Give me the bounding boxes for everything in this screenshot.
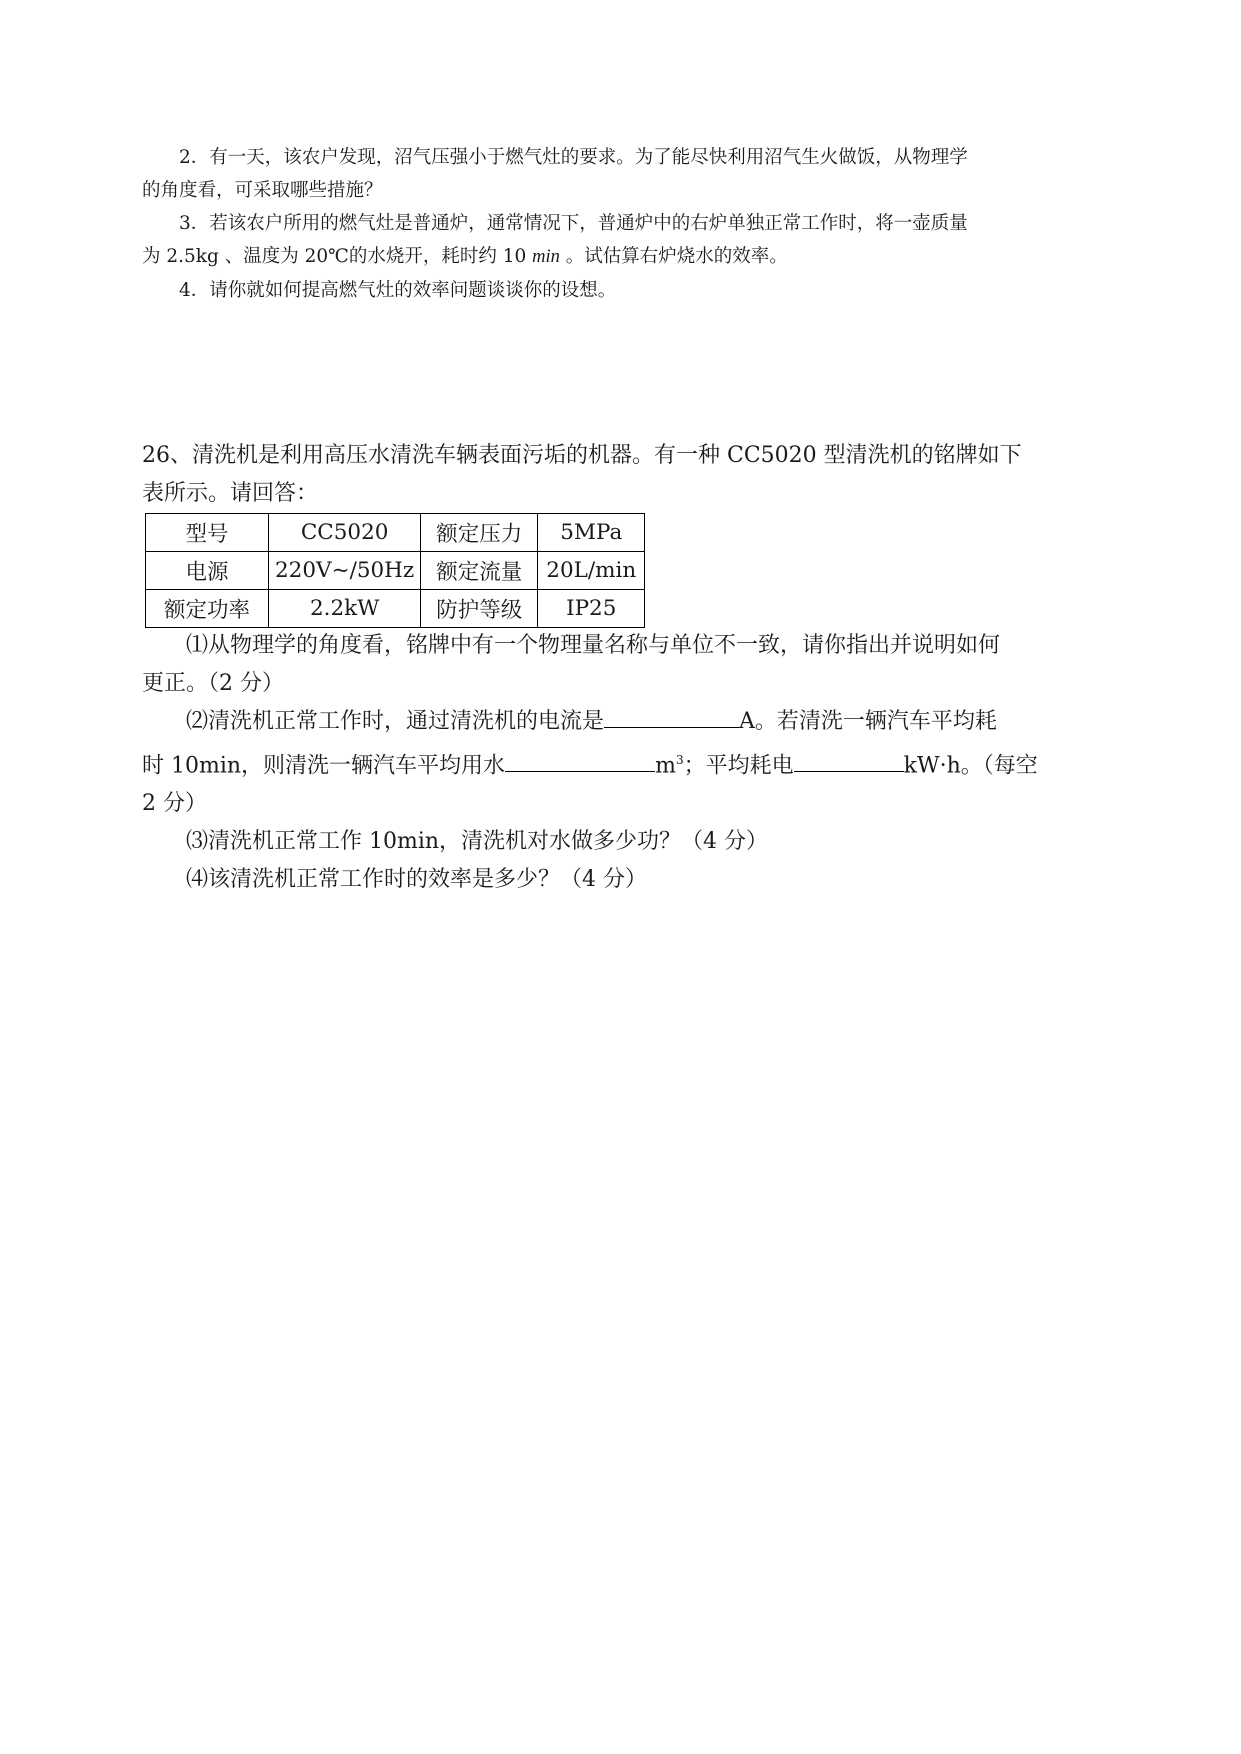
subquestion-3-text: ⑶清洗机正常工作 10min，清洗机对水做多少功？（4 分） <box>186 829 769 855</box>
table-cell: CC5020 <box>269 514 421 552</box>
subquestion-3 <box>142 823 1107 861</box>
table-row <box>146 590 645 628</box>
problem-26-subquestions <box>142 627 1107 899</box>
subquestion-2-line2-a: 时 10min，则清洗一辆汽车平均用水 <box>142 753 506 779</box>
table-cell: 防护等级 <box>421 590 538 628</box>
question-2 <box>142 141 1107 174</box>
table-row <box>146 552 645 590</box>
question-3-line2-a: 为 2.5kg 、温度为 20℃的水烧开，耗时约 10 <box>142 246 533 267</box>
table-cell: 电源 <box>146 552 269 590</box>
upper-questions <box>142 141 1107 307</box>
subquestion-2-cont <box>142 741 1107 785</box>
problem-26-intro-line2: 表所示。请回答： <box>142 481 319 506</box>
question-2-line1: 2．有一天，该农户发现，沼气压强小于燃气灶的要求。为了能尽快利用沼气生火做饭，从物理学 <box>179 147 968 168</box>
question-4-text: 4．请你就如何提高燃气灶的效率问题谈谈你的设想。 <box>179 280 617 301</box>
question-3 <box>142 207 1107 240</box>
question-2-line2: 的角度看，可采取哪些措施？ <box>142 180 383 201</box>
question-3-line1: 3．若该农户所用的燃气灶是普通炉，通常情况下，普通炉中的右炉单独正常工作时，将一壶质量 <box>179 213 968 234</box>
table-cell: 型号 <box>146 514 269 552</box>
subquestion-2-line2-b: ；平均耗电 <box>683 753 794 779</box>
table-cell: 额定压力 <box>421 514 538 552</box>
question-3-unit: min <box>532 247 560 267</box>
nameplate-table <box>145 513 645 628</box>
subquestion-2-line1-b: A。若清洗一辆汽车平均耗 <box>739 709 997 734</box>
answer-blank-current[interactable] <box>604 705 739 728</box>
problem-26-intro-line1: 26、清洗机是利用高压水清洗车辆表面污垢的机器。有一种 CC5020 型清洗机的铭牌如下 <box>142 443 1022 468</box>
table-cell: 2.2kW <box>269 590 421 628</box>
subquestion-2-line2-c: kW·h。（每空 <box>903 753 1038 779</box>
question-3-line2-b: 。试估算右炉烧水的效率。 <box>559 246 788 267</box>
subquestion-2-cont2 <box>142 785 1107 823</box>
question-4 <box>142 274 1107 307</box>
table-cell: 5MPa <box>538 514 645 552</box>
answer-blank-energy[interactable] <box>794 749 904 772</box>
table-cell: IP25 <box>538 590 645 628</box>
subquestion-4 <box>142 861 1107 899</box>
question-2-cont <box>142 174 1107 207</box>
table-row <box>146 514 645 552</box>
subquestion-1-line1: ⑴从物理学的角度看，铭牌中有一个物理量名称与单位不一致，请你指出并说明如何 <box>186 633 1001 658</box>
table-cell: 额定功率 <box>146 590 269 628</box>
subquestion-1-line2: 更正。（2 分） <box>142 671 284 696</box>
problem-26-intro <box>142 437 1107 513</box>
answer-blank-water[interactable] <box>505 749 655 772</box>
question-3-cont <box>142 240 1107 274</box>
table-cell: 20L/min <box>538 552 645 590</box>
subquestion-4-text: ⑷该清洗机正常工作时的效率是多少？（4 分） <box>186 867 647 893</box>
table-cell: 220V~/50Hz <box>269 552 421 590</box>
table-cell: 额定流量 <box>421 552 538 590</box>
subquestion-1 <box>142 627 1107 665</box>
subquestion-1-cont <box>142 665 1107 703</box>
subquestion-2-line1-a: ⑵清洗机正常工作时，通过清洗机的电流是 <box>186 709 605 734</box>
subquestion-2-line3: 2 分） <box>142 791 207 817</box>
unit-cubic-meter: m <box>655 753 676 779</box>
unit-exponent: 3 <box>675 753 684 767</box>
subquestion-2 <box>142 703 1107 741</box>
